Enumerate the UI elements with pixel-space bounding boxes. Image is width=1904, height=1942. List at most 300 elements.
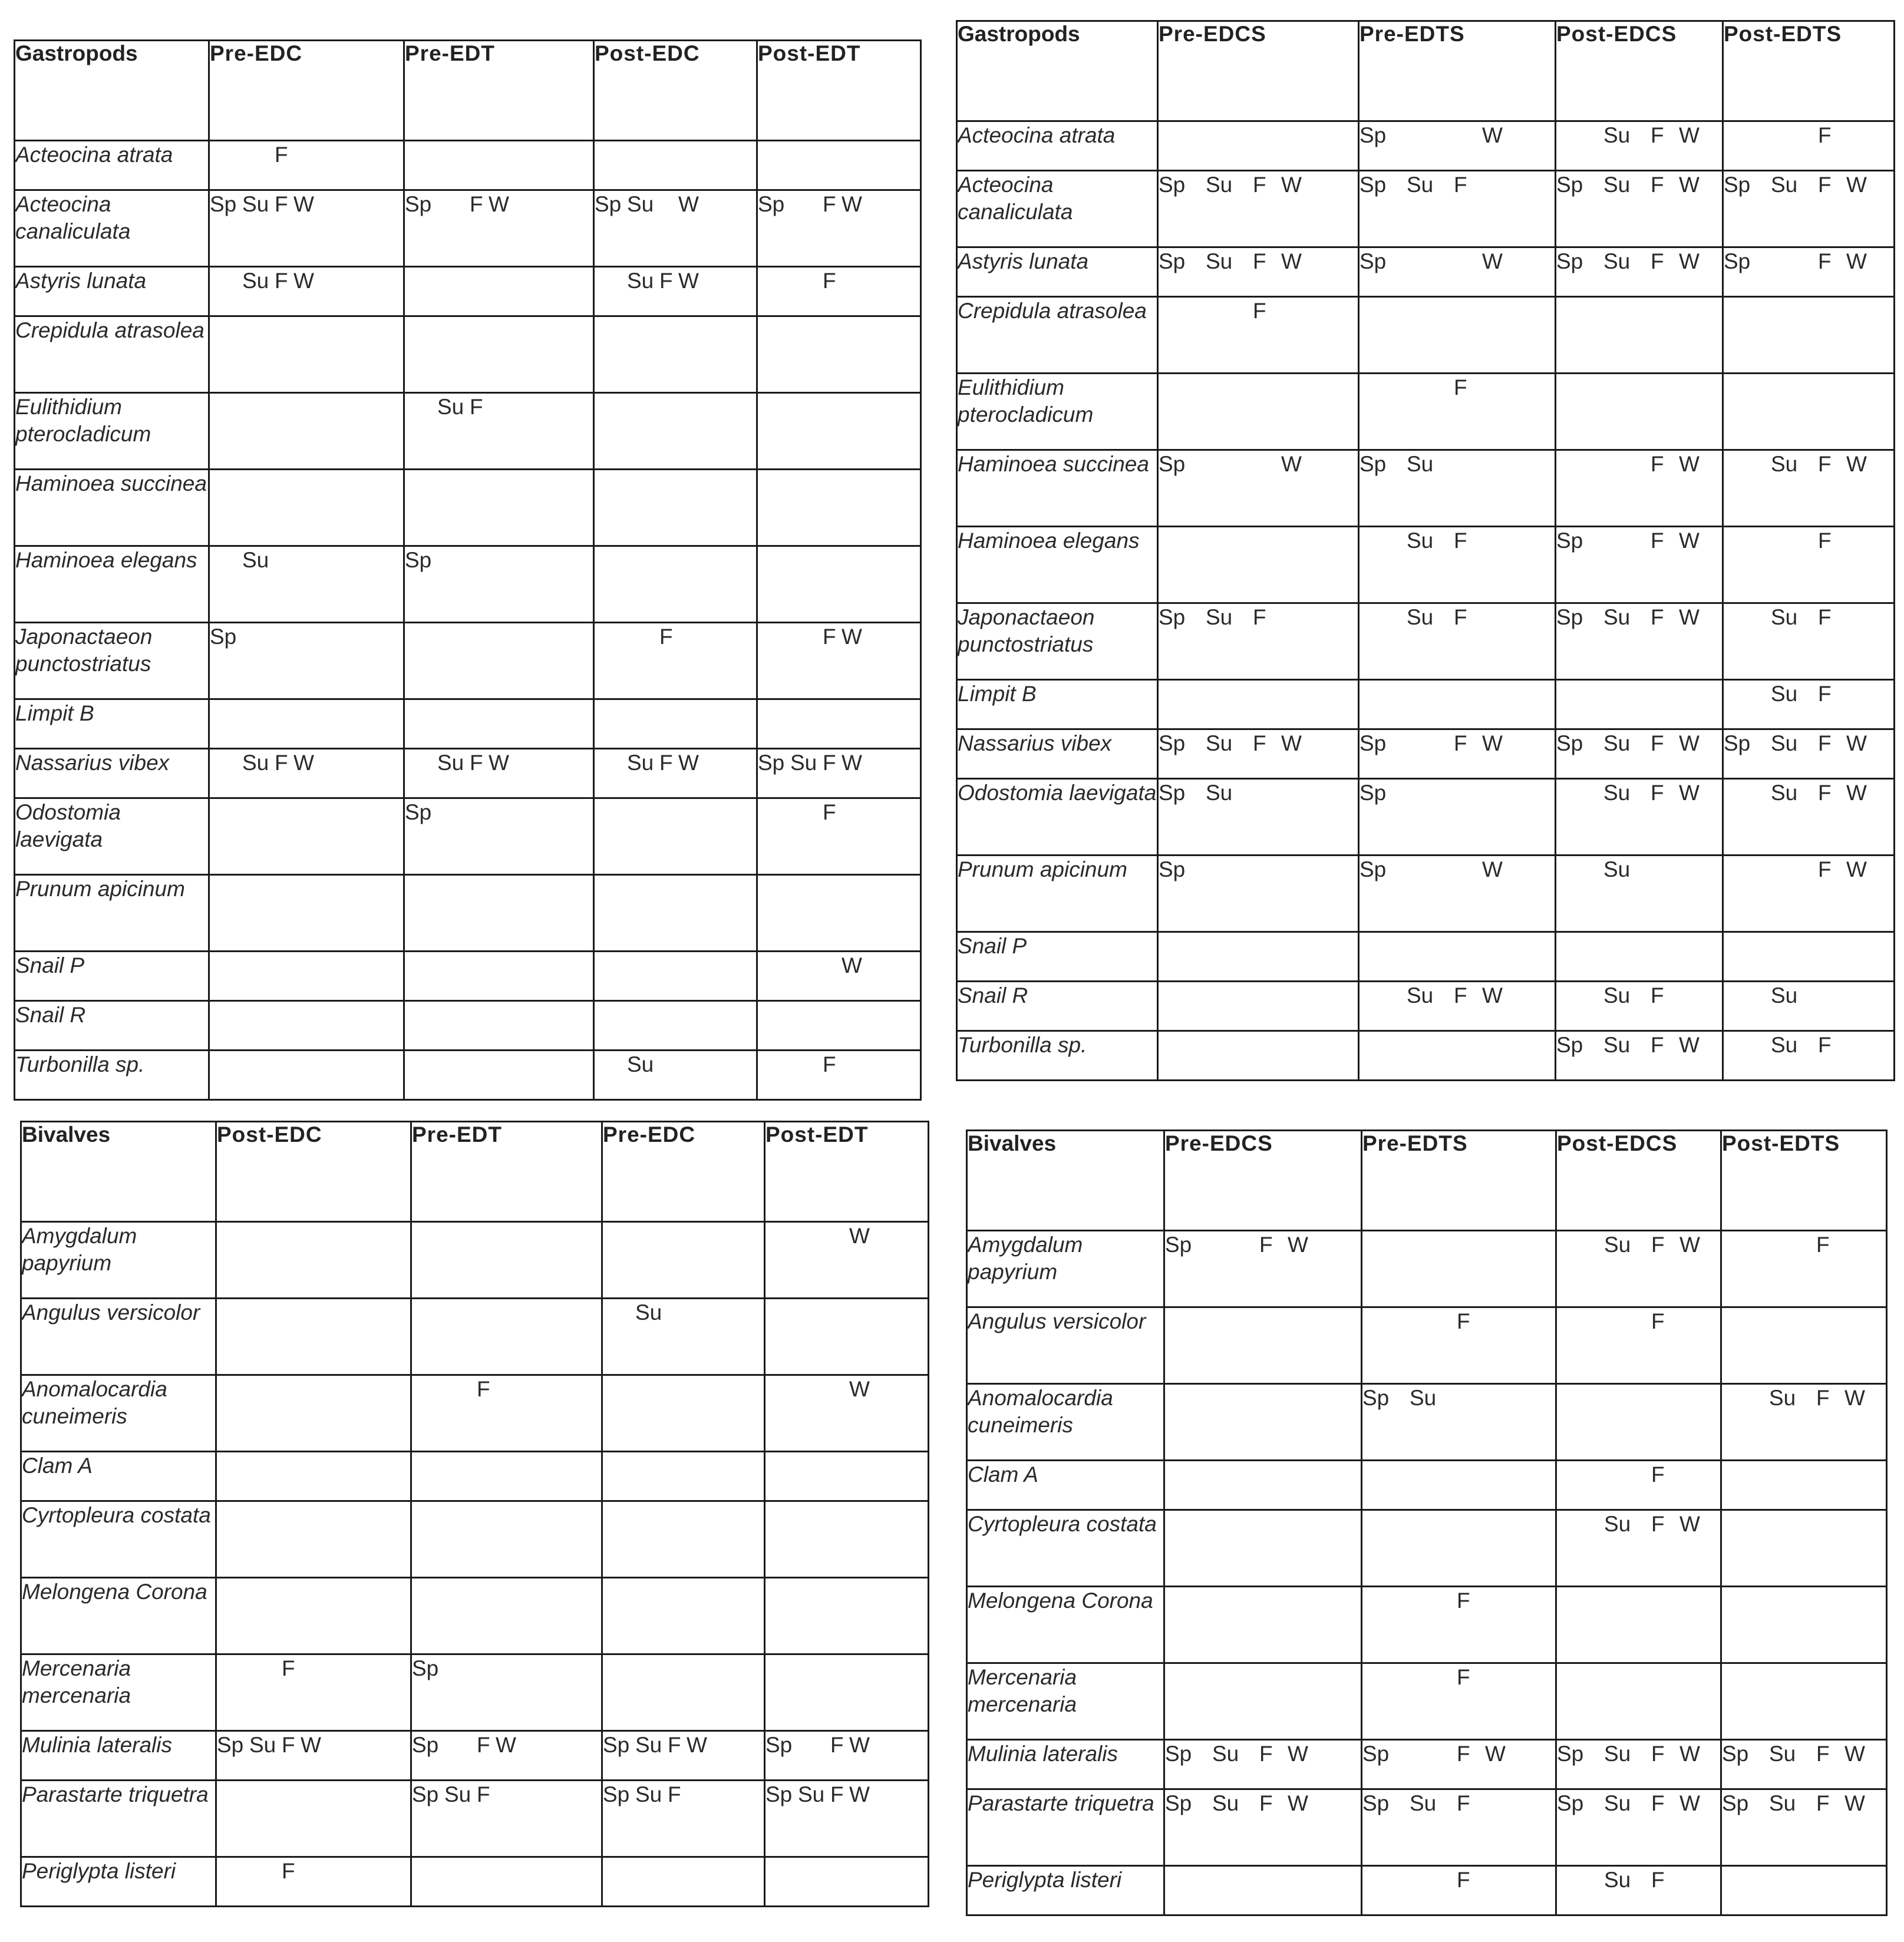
season-cell [602,1654,765,1731]
table-row [15,393,921,470]
season-su: Su [1769,1791,1796,1815]
header-row [21,1122,929,1222]
table-row [15,623,921,699]
season-w: W [849,1224,870,1248]
season-w: W [496,1733,516,1757]
season-sp: Sp [1359,857,1387,881]
season-cell [1721,1231,1887,1307]
season-f: F [1454,375,1467,399]
season-w: W [489,751,509,775]
season-cell [1362,1740,1556,1789]
season-cell [1556,1587,1721,1663]
season-f: F [1259,1742,1273,1766]
season-cell [602,1375,765,1452]
season-cell [209,393,404,470]
season-w: W [1679,249,1700,273]
season-cell [1556,247,1723,297]
season-sp: Sp [1556,249,1583,273]
season-w: W [1679,605,1700,629]
season-su: Su [798,1782,825,1806]
season-cell [209,749,404,798]
season-cell [1359,171,1556,247]
season-cell [1721,1587,1887,1663]
season-cell [404,623,594,699]
season-cell [1164,1307,1362,1384]
season-su: Su [1407,452,1434,476]
season-w: W [849,1733,870,1757]
season-su: Su [635,1733,662,1757]
season-cell [594,623,757,699]
season-f: F [1457,1309,1470,1333]
season-cell [1723,729,1895,779]
species-name: Haminoea elegans [15,546,209,623]
season-f: F [1651,249,1664,273]
season-cell [1723,297,1895,374]
season-w: W [1679,1791,1700,1815]
season-sp: Sp [765,1782,793,1806]
table-row [15,875,921,952]
species-name: Snail R [957,982,1158,1031]
season-cell [1556,982,1723,1031]
season-cell [594,470,757,546]
table-row [15,546,921,623]
season-cell [757,749,921,798]
season-cell [594,267,757,316]
season-cell [1158,527,1359,603]
season-w: W [1288,1742,1308,1766]
season-w: W [1281,249,1302,273]
season-sp: Sp [210,625,237,649]
season-sp: Sp [1159,857,1186,881]
header-row [957,21,1895,121]
species-name: Japonactaeon punctostriatus [957,603,1158,680]
season-cell [757,393,921,470]
season-f: F [1818,605,1832,629]
season-f: F [282,1733,295,1757]
season-f: F [1259,1791,1273,1815]
season-cell [1723,374,1895,450]
season-w: W [842,192,862,216]
season-cell [1164,1587,1362,1663]
season-f: F [1454,983,1467,1008]
season-cell [602,1781,765,1857]
season-cell [209,798,404,875]
season-sp: Sp [758,192,785,216]
season-su: Su [242,269,269,293]
season-cell [602,1222,765,1299]
season-f: F [668,1782,681,1806]
season-cell [216,1452,411,1501]
species-name: Periglypta listeri [967,1866,1164,1915]
species-name: Prunum apicinum [957,856,1158,932]
table-row [21,1222,929,1299]
season-cell [1556,603,1723,680]
season-w: W [842,751,862,775]
season-f: F [1651,781,1664,805]
species-name: Acteocina atrata [15,141,209,190]
season-su: Su [1206,731,1233,755]
column-header-pre-edts: Pre-EDTS [1359,21,1556,121]
season-f: F [1818,249,1832,273]
season-su: Su [1604,1742,1631,1766]
season-su: Su [242,548,269,572]
season-cell [216,1781,411,1857]
season-f: F [1457,1588,1470,1613]
column-header-pre-edcs: Pre-EDCS [1164,1131,1362,1231]
table-row [21,1578,929,1654]
species-name: Periglypta listeri [21,1857,216,1907]
season-f: F [1818,123,1832,147]
season-w: W [1846,249,1867,273]
season-f: F [823,800,836,824]
season-w: W [1844,1742,1865,1766]
season-w: W [1846,857,1867,881]
season-sp: Sp [1556,605,1583,629]
season-f: F [1253,249,1266,273]
season-cell [1556,1031,1723,1081]
season-cell [602,1299,765,1375]
season-sp: Sp [1159,605,1186,629]
season-cell [411,1731,602,1781]
season-f: F [1454,529,1467,553]
season-sp: Sp [603,1782,630,1806]
season-w: W [1288,1791,1308,1815]
season-w: W [849,1377,870,1401]
season-w: W [1679,1512,1700,1536]
season-su: Su [1410,1386,1437,1410]
season-cell [1556,1461,1721,1510]
season-cell [1556,1866,1721,1915]
season-cell [1556,729,1723,779]
season-cell [1362,1866,1556,1915]
table-row [15,316,921,393]
table-row [967,1866,1887,1915]
table-row [967,1663,1887,1740]
season-su: Su [1603,857,1631,881]
season-cell [1359,247,1556,297]
season-cell [411,1222,602,1299]
season-cell [765,1375,929,1452]
season-f: F [1454,605,1467,629]
season-f: F [282,1656,295,1680]
season-w: W [678,192,699,216]
season-su: Su [1771,781,1798,805]
season-w: W [293,192,314,216]
season-f: F [477,1782,490,1806]
season-cell [411,1299,602,1375]
table-row [967,1510,1887,1587]
season-cell [411,1857,602,1907]
bivalves-edc-edt-table [20,1121,929,1907]
season-cell [404,316,594,393]
species-name: Angulus versicolor [21,1299,216,1375]
season-cell [404,699,594,749]
season-sp: Sp [595,192,622,216]
season-cell [1164,1510,1362,1587]
season-w: W [1844,1386,1865,1410]
season-f: F [1651,1868,1665,1892]
season-f: F [1651,529,1664,553]
season-su: Su [627,1052,654,1076]
season-f: F [1818,173,1832,197]
species-name: Turbonilla sp. [15,1051,209,1100]
season-su: Su [1407,529,1434,553]
season-f: F [1454,731,1467,755]
season-cell [757,875,921,952]
season-sp: Sp [1362,1386,1390,1410]
season-f: F [1259,1233,1273,1257]
season-cell [1723,932,1895,982]
season-cell [1359,982,1556,1031]
season-sp: Sp [210,192,237,216]
season-f: F [1651,983,1664,1008]
season-w: W [1288,1233,1308,1257]
season-f: F [1816,1742,1830,1766]
season-su: Su [1603,781,1631,805]
season-cell [757,623,921,699]
season-f: F [659,751,673,775]
season-cell [404,952,594,1001]
season-cell [209,316,404,393]
column-header-post-edt: Post-EDT [765,1122,929,1222]
season-cell [1158,603,1359,680]
season-cell [1359,1031,1556,1081]
season-cell [209,546,404,623]
species-name: Angulus versicolor [967,1307,1164,1384]
season-cell [765,1781,929,1857]
season-cell [1556,1384,1721,1461]
species-name: Amygdalum papyrium [21,1222,216,1299]
season-cell [594,546,757,623]
season-cell [1723,171,1895,247]
season-cell [1158,297,1359,374]
season-cell [216,1654,411,1731]
season-cell [1359,450,1556,527]
season-cell [209,623,404,699]
species-name: Japonactaeon punctostriatus [15,623,209,699]
season-sp: Sp [603,1733,630,1757]
season-cell [1359,603,1556,680]
season-w: W [1679,731,1700,755]
season-cell [1723,450,1895,527]
season-su: Su [437,751,464,775]
season-w: W [1482,249,1503,273]
season-cell [1721,1461,1887,1510]
season-su: Su [1407,983,1434,1008]
season-sp: Sp [1159,781,1186,805]
season-f: F [1457,1665,1470,1689]
season-cell [404,749,594,798]
table-row [21,1654,929,1731]
season-cell [1164,1231,1362,1307]
season-sp: Sp [1359,123,1387,147]
column-header-pre-edt: Pre-EDT [404,41,594,141]
season-cell [216,1857,411,1907]
season-cell [594,749,757,798]
species-name: Haminoea elegans [957,527,1158,603]
species-name: Cyrtopleura costata [21,1501,216,1578]
species-name: Snail P [15,952,209,1001]
season-su: Su [444,1782,471,1806]
season-cell [209,267,404,316]
season-cell [1359,297,1556,374]
season-su: Su [635,1782,662,1806]
season-cell [765,1452,929,1501]
season-cell [1158,779,1359,856]
season-cell [1556,1231,1721,1307]
season-f: F [1651,1233,1665,1257]
season-f: F [1651,1462,1665,1487]
season-f: F [1651,1791,1665,1815]
season-f: F [275,751,288,775]
season-cell [765,1731,929,1781]
group-label: Bivalves [967,1131,1164,1231]
season-cell [765,1578,929,1654]
species-name: Acteocina canaliculata [15,190,209,267]
season-w: W [1679,123,1700,147]
season-sp: Sp [1359,249,1387,273]
season-w: W [678,269,699,293]
season-cell [1164,1461,1362,1510]
season-f: F [1651,123,1664,147]
season-su: Su [1603,173,1631,197]
season-cell [602,1857,765,1907]
season-cell [765,1857,929,1907]
season-f: F [1816,1791,1830,1815]
season-cell [757,316,921,393]
season-su: Su [1771,1033,1798,1057]
species-name: Anomalocardia cuneimeris [21,1375,216,1452]
species-name: Turbonilla sp. [957,1031,1158,1081]
table-row [21,1731,929,1781]
season-cell [1164,1789,1362,1866]
season-cell [1164,1384,1362,1461]
season-w: W [1844,1791,1865,1815]
season-su: Su [242,751,269,775]
season-cell [1721,1663,1887,1740]
season-cell [757,546,921,623]
season-w: W [1482,983,1503,1008]
season-su: Su [1206,173,1233,197]
season-cell [1158,450,1359,527]
group-label: Bivalves [21,1122,216,1222]
column-header-pre-edcs: Pre-EDCS [1158,21,1359,121]
table-row [957,982,1895,1031]
season-sp: Sp [1159,249,1186,273]
season-w: W [1846,731,1867,755]
season-cell [216,1375,411,1452]
season-cell [602,1452,765,1501]
season-f: F [282,1859,295,1883]
species-name: Nassarius vibex [15,749,209,798]
table-row [957,527,1895,603]
season-cell [1556,1740,1721,1789]
season-su: Su [242,192,269,216]
season-cell [209,470,404,546]
season-cell [757,267,921,316]
species-name: Haminoea succinea [957,450,1158,527]
season-f: F [1457,1791,1470,1815]
season-su: Su [437,395,464,419]
season-f: F [1454,173,1467,197]
season-sp: Sp [1362,1791,1390,1815]
season-cell [1556,779,1723,856]
table-row [957,680,1895,729]
season-cell [1556,1789,1721,1866]
season-f: F [275,192,288,216]
season-cell [404,798,594,875]
season-su: Su [1604,1512,1631,1536]
season-sp: Sp [1159,731,1186,755]
season-f: F [830,1733,844,1757]
season-su: Su [1407,173,1434,197]
season-w: W [293,269,314,293]
season-su: Su [635,1300,662,1325]
season-su: Su [627,269,654,293]
table-row [967,1789,1887,1866]
season-su: Su [1604,1791,1631,1815]
season-sp: Sp [1159,452,1186,476]
season-sp: Sp [1556,529,1583,553]
season-sp: Sp [1724,173,1751,197]
season-cell [1158,171,1359,247]
season-f: F [659,625,673,649]
season-w: W [1281,173,1302,197]
species-name: Melongena Corona [967,1587,1164,1663]
season-cell [1362,1587,1556,1663]
table-row [21,1857,929,1907]
season-cell [1723,121,1895,171]
season-cell [1362,1461,1556,1510]
season-sp: Sp [1359,452,1387,476]
season-cell [594,875,757,952]
table-row [957,856,1895,932]
season-cell [1721,1384,1887,1461]
season-cell [1556,450,1723,527]
species-name: Odostomia laevigata [957,779,1158,856]
season-f: F [470,192,483,216]
season-f: F [1651,1309,1665,1333]
season-sp: Sp [1556,1033,1583,1057]
season-cell [404,141,594,190]
season-sp: Sp [1359,781,1387,805]
species-name: Haminoea succinea [15,470,209,546]
season-f: F [1651,173,1664,197]
column-header-pre-edts: Pre-EDTS [1362,1131,1556,1231]
season-su: Su [1206,249,1233,273]
table-row [15,952,921,1001]
season-cell [1164,1740,1362,1789]
species-name: Eulithidium pterocladicum [15,393,209,470]
season-f: F [823,1052,836,1076]
species-name: Astyris lunata [15,267,209,316]
table-row [15,1051,921,1100]
season-f: F [1816,1386,1830,1410]
season-f: F [477,1733,490,1757]
season-f: F [470,751,483,775]
season-f: F [823,269,836,293]
season-f: F [1818,529,1832,553]
season-cell [1158,247,1359,297]
table-row [21,1452,929,1501]
column-header-post-edcs: Post-EDCS [1556,1131,1721,1231]
season-su: Su [1603,605,1631,629]
season-cell [757,952,921,1001]
season-cell [1556,171,1723,247]
season-cell [1556,374,1723,450]
season-cell [411,1654,602,1731]
season-cell [594,699,757,749]
